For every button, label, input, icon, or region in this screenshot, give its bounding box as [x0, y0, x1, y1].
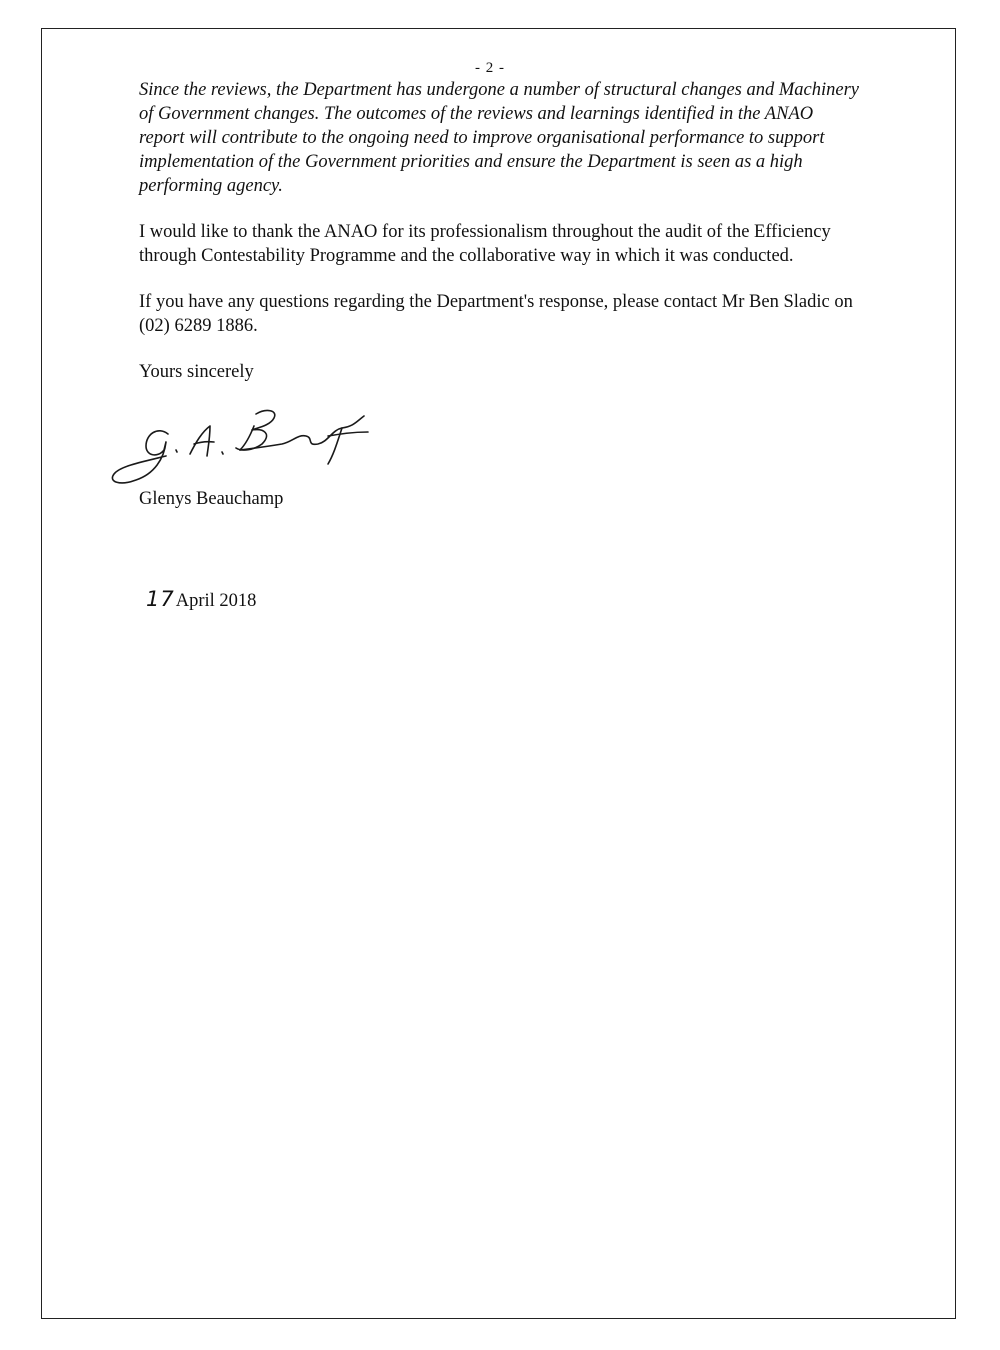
- thanks-paragraph: I would like to thank the ANAO for its professionalism throughout the audit of the Efficiency through Contestability Programme and the collaborative way in which it was conducted.: [139, 222, 831, 266]
- date-line: [146, 587, 256, 613]
- handwritten-day: 17: [146, 587, 175, 611]
- page-number: - 2 -: [475, 60, 505, 76]
- handwritten-signature: [106, 404, 386, 490]
- date-month-year: April 2018: [175, 591, 257, 611]
- italic-paragraph: Since the reviews, the Department has undergone a number of structural changes and Machinery of Government changes. The outcomes of the reviews and learnings identified in the ANAO report will contribute to the ongoing need to improve organisational performance to support implementation of the Government priorities and ensure the Department is seen as a high performing agency.: [139, 80, 859, 196]
- contact-paragraph: If you have any questions regarding the Department's response, please contact Mr Ben Sladic on (02) 6289 1886.: [139, 292, 853, 336]
- signatory-name: Glenys Beauchamp: [139, 489, 284, 509]
- letter-body: [139, 78, 859, 384]
- closing-salutation: Yours sincerely: [139, 362, 254, 382]
